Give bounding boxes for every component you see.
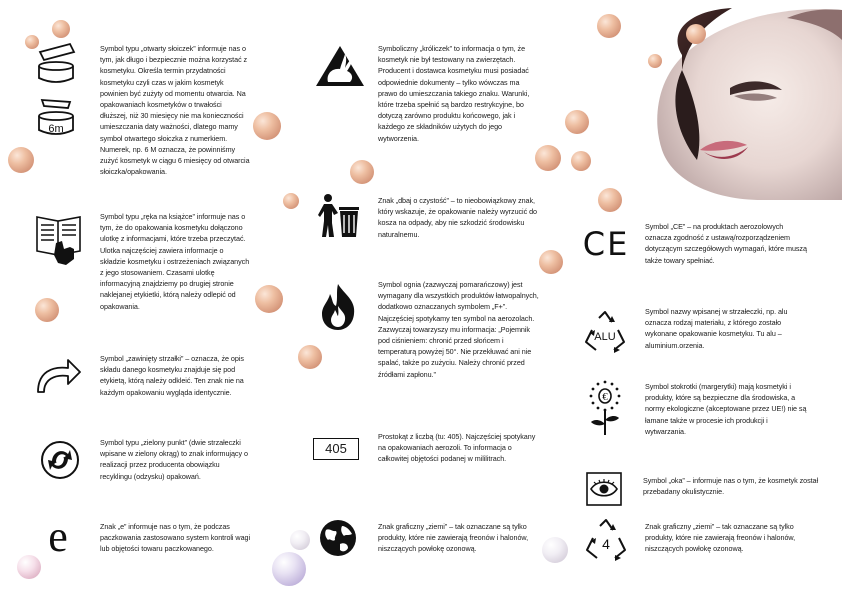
decor-ball <box>298 345 322 369</box>
alu-label: ALU <box>594 331 616 343</box>
decor-ball <box>272 552 306 586</box>
decor-ball <box>597 14 621 38</box>
flame-icon <box>318 282 358 332</box>
green-dot-icon <box>40 440 80 480</box>
curved-arrow-text: Symbol „zawinięty strzałki” – oznacza, że opis składu danego kosmetyku znajduje się pod etykietą, którą należy odkleić. Ten znak nie na każdym opakowaniu wygląda identycznie. <box>100 354 244 397</box>
alu-text: Symbol nazwy wpisanej w strzałeczki, np. alu oznacza rodzaj materiału, z którego zostało wykonane opakowanie kosmetyku. Tu alu – aluminium.orzenia. <box>645 307 788 350</box>
decor-ball <box>598 188 622 212</box>
decor-ball <box>648 54 662 68</box>
e-mark-icon <box>38 512 78 561</box>
decor-ball <box>255 285 283 313</box>
decor-ball <box>565 110 589 134</box>
open-jar-text: Symbol typu „otwarty słoiczek” informuje nas o tym, jak długo i bezpiecznie można korzystać z kosmetyku. Określa termin przydatności kosmetyku czyli czas w jakim kosmetyk powinien być zużyty od momentu otwarcia. Na opakowaniach kosmetyków o trwałości dłuższej, niż 30 miesięcy nie ma konieczności umieszczania daty ważności, dlatego mamy symbol otwartego słoiczka z numerkiem. Numerek, np. 6 M oznacza, że powinniśmy zużyć kosmetyk w ciągu 6 miesięcy od otwarcia słoiczka/opakowania. <box>100 44 250 177</box>
svg-text:€: € <box>602 391 608 403</box>
decor-ball <box>542 537 568 563</box>
e-mark-text: Znak „e” informuje nas o tym, że podczas paczkowania zastosowano system kontroli wagi lub objętości towaru paczkowanego. <box>100 522 251 554</box>
e-mark-letter: e <box>48 512 68 561</box>
tidy-man-text: Znak „dbaj o czystość” – to nieobowiązkowy znak, który wskazuje, że opakowanie należy wyrzucić do kosza na odpady, aby nie szkodzić środowisku naturalnemu. <box>378 196 537 239</box>
decor-ball <box>283 193 299 209</box>
decor-ball <box>686 24 706 44</box>
decor-ball <box>52 20 70 38</box>
eu-flower-text: Symbol stokrotki (margerytki) mają kosmetyki i produkty, które są bezpieczne dla środowiska, a normy ekologiczne (akceptowane przez UE!) nie są łamane także w procesie ich produkcji i wytwarzania. <box>645 382 807 436</box>
alu-recycle-icon <box>582 310 628 354</box>
recycle-4-icon <box>583 518 629 562</box>
decor-ball <box>17 555 41 579</box>
ce-text: Symbol „CE” – na produktach aerozolowych oznacza zgodność z ustawą/rozporządzeniem dotyczącym szczegółowych wymagań, które muszą także towary spełniać. <box>645 222 807 265</box>
decor-ball <box>350 160 374 184</box>
globe-text: Znak graficzny „ziemi” – tak oznaczane są tylko produkty, które nie zawierają freonów i halonów, niszczących powłokę ozonową. <box>378 522 529 554</box>
ce-icon <box>582 227 630 261</box>
box-405-text: Prostokąt z liczbą (tu: 405). Najczęściej spotykany na opakowaniach aerozoli. To informacja o całkowitej objętości podanej w mililitrach. <box>378 432 536 464</box>
curved-arrow-icon <box>34 356 82 396</box>
tidy-man-icon <box>318 193 360 239</box>
eye-text: Symbol „oka” – informuje nas o tym, że kosmetyk został przebadany okulistycznie. <box>643 476 819 497</box>
decor-ball <box>253 112 281 140</box>
hand-on-book-icon <box>34 213 84 265</box>
recycle-number: 4 <box>602 536 610 552</box>
decor-ball <box>8 147 34 173</box>
hand-on-book-text: Symbol typu „ręka na książce” informuje nas o tym, że do opakowania kosmetyku dołączono ulotkę z informacjami, które trzeba przeczytać. Ulotka najczęściej zawiera informacje o składzie kosmetyku i ostrzeżeniach związanych z jego stosowaniem. Czasami ulotkę informacyjną znajdziemy po drugiej stronie naklejanej etykietki, którą należy odlepić od opakowania. <box>100 212 250 311</box>
eye-icon <box>586 472 622 506</box>
decor-ball <box>535 145 561 171</box>
ce-label: CE <box>582 225 630 263</box>
rabbit-icon <box>314 44 366 88</box>
green-dot-text: Symbol typu „zielony punkt” (dwie strzałeczki wpisane w zielony okrąg) to znak informujący o realizacji przez producenta obowiązku recyklingu (odzysku) opakowań. <box>100 438 248 481</box>
eu-flower-icon <box>585 380 625 436</box>
decor-ball <box>290 530 310 550</box>
recycle-4-text: Znak graficzny „ziemi” – tak oznaczane są tylko produkty, które nie zawierają freonów i halonów, niszczących powłokę ozonową. <box>645 522 796 554</box>
volume-box-405: 405 <box>313 438 359 460</box>
open-jar-icon <box>32 42 80 142</box>
decor-ball <box>539 250 563 274</box>
decor-ball <box>35 298 59 322</box>
decor-ball <box>571 151 591 171</box>
flame-text: Symbol ognia (zazwyczaj pomarańczowy) jest wymagany dla wszystkich produktów łatwopalnych, dodatkowo oznaczanych symbolem „F+”. Najczęściej spotykamy ten symbol na aerozolach. Zazwyczaj towarzyszy mu informacja: „Pojemnik pod ciśnieniem: chronić przed słońcem i temperaturą powyżej 50°. Nie przekłuwać ani nie spalać, także po zużyciu. Należy chronić przed źródłami zapłonu.” <box>378 280 539 379</box>
jar-number: 6m <box>48 123 64 135</box>
rabbit-text: Symboliczny „króliczek” to informacja o tym, że kosmetyk nie był testowany na zwierzętach. Producent i dostawca kosmetyku musi posiadać odpowiednie dokumenty – tylko wówczas ma prawo do umieszczania takiego znaku. Warunki, które trzeba spełnić są bardzo restrykcyjne, bo dotyczą zarówno produktu końcowego, jak i każdego ze składników użytych do jego wytworzenia. <box>378 44 530 143</box>
globe-icon <box>318 518 358 558</box>
